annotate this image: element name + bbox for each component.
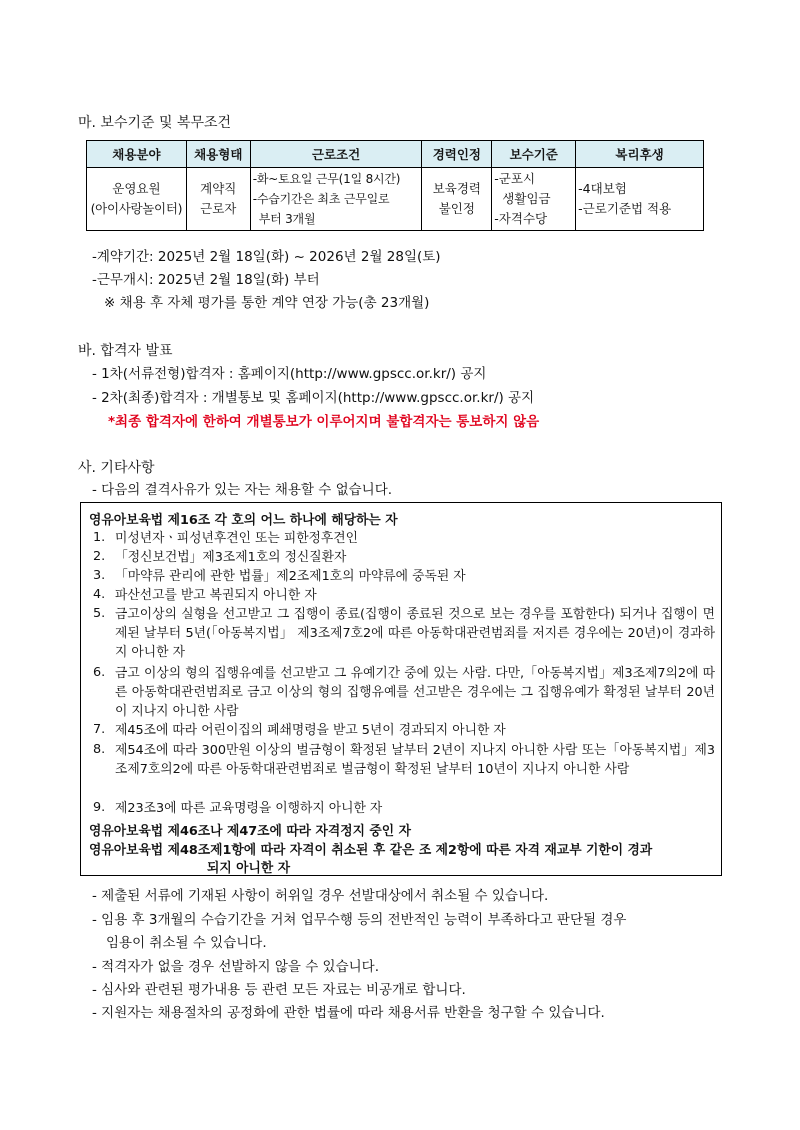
conditions-table: [86, 140, 704, 231]
table-row: [87, 168, 704, 231]
list-item: 제45조에 따라 어린이집의 폐쇄명령을 받고 5년이 경과되지 아니한 자: [115, 723, 506, 738]
cell-welfare: -4대보험 -근로기준법 적용: [576, 168, 704, 231]
note-document-return: - 지원자는 채용절차의 공정화에 관한 법률에 따라 채용서류 반환을 청구할 수 있습니다.: [92, 1005, 605, 1021]
header-field: 채용분야: [87, 141, 187, 168]
box-title: 영유아보육법 제16조 각 호의 어느 하나에 해당하는 자: [89, 513, 398, 528]
header-pay: 보수기준: [492, 141, 576, 168]
notification-warning: *최종 합격자에 한하여 개별통보가 이루어지며 불합격자는 통보하지 않음: [108, 414, 540, 430]
header-type: 채용형태: [186, 141, 250, 168]
header-career: 경력인정: [422, 141, 492, 168]
cell-conditions: -화~토요일 근무(1일 8시간) -수습기간은 최초 근무일로 부터 3개월: [250, 168, 422, 231]
note-probation: - 임용 후 3개월의 수습기간을 거쳐 업무수행 등의 전반적인 능력이 부족하다고 판단될 경우: [92, 912, 627, 928]
cell-type: 계약직 근로자: [186, 168, 250, 231]
cell-pay: -군포시 생활임금 -자격수당: [492, 168, 576, 231]
note-probation-cont: 임용이 취소될 수 있습니다.: [106, 935, 267, 951]
disqualification-intro: - 다음의 결격사유가 있는 자는 채용할 수 없습니다.: [92, 482, 393, 498]
list-item: 미성년자ㆍ피성년후견인 또는 피한정후견인: [115, 531, 359, 546]
suspension-clause: 영유아보육법 제46조나 제47조에 따라 자격정지 중인 자: [89, 824, 411, 839]
list-item: 파산선고를 받고 복권되지 아니한 자: [115, 588, 317, 603]
list-item: 제54조에 따라 300만원 이상의 벌금형이 확정된 날부터 2년이 지나지 아니한 사람 또는「아동복지법」제3조제7호의2에 따른 아동학대관련범죄로 벌금형이 확정된 날부터 10년이 지나지 아니한 사람: [115, 743, 715, 777]
revocation-clause-cont: 되지 아니한 자: [207, 861, 291, 876]
section-title-announcement: 바. 합격자 발표: [78, 343, 173, 359]
header-conditions: 근로조건: [250, 141, 422, 168]
header-welfare: 복리후생: [576, 141, 704, 168]
list-item: 금고이상의 실형을 선고받고 그 집행이 종료(집행이 종료된 것으로 보는 경우를 포함한다) 되거나 집행이 면제된 날부터 5년(「아동복지법」 제3조제7호2에 따른 아동학대관련범죄를 저지른 경우에는 20년)이 경과하지 아니한 자: [115, 607, 715, 660]
contract-note: ※ 채용 후 자체 평가를 통한 계약 연장 가능(총 23개월): [104, 295, 430, 311]
section-title-etc: 사. 기타사항: [78, 460, 155, 476]
note-confidential: - 심사와 관련된 평가내용 등 관련 모든 자료는 비공개로 합니다.: [92, 982, 466, 998]
cell-career: 보육경력 불인정: [422, 168, 492, 231]
list-item: 「마약류 관리에 관한 법률」제2조제1호의 마약류에 중독된 자: [115, 569, 466, 584]
contract-period: -계약기간: 2025년 2월 18일(화) ~ 2026년 2월 28일(토): [92, 249, 441, 265]
disqualification-box: 영유아보육법 제16조 각 호의 어느 하나에 해당하는 자 1. 미성년자ㆍ피성년후견인 또는 피한정후견인 2. 「정신보건법」제3조제1호의 정신질환자 3. 「마약류 관리에 관한 법률」제2조제1호의 마약류에 중독된 자 4. 파산선고를 받고 복권되지 아니한 자 5. 금고이상의 실형을 선고받고 그 집행이 종료(집행이 종료된 것으로 보는 경우를 포함한다) 되거나 집행이 면제된 날부터 5년(「아동복지법」 제3조제7호2에 따른 아동학대관련범죄를 저지른 경우에는 20년)이 경과하지 아니한 자 6. 금고 이상의 형의 집행유예를 선고받고 그 유예기간 중에 있는 사람. 다만,「아동복지법」제3조제7의2에 따른 아동학대관련범죄로 금고 이상의 형의 집행유예를 선고받은 경우에는 그 집행유예가 확정된 날부터 20년이 지나지 아니한 사람 7. 제45조에 따라 어린이집의 폐쇄명령을 받고 5년이 경과되지 아니한 자 8. 제54조에 따라 300만원 이상의 벌금형이 확정된 날부터 2년이 지나지 아니한 사람 또는「아동복지법」제3조제7호의2에 따른 아동학대관련범죄로 벌금형이 확정된 날부터 10년이 지나지 아니한 사람 9. 제23조3에 따른 교육명령을 이행하지 아니한 자 영유아보육법 제46조나 제47조에 따라 자격정지 중인 자 영유아보육법 제48조제1항에 따라 자격이 취소된 후 같은 조 제2항에 따른 자격 재교부 기한이 경과 되지 아니한 자: [80, 502, 722, 876]
section-title-pay: 마. 보수기준 및 복무조건: [78, 115, 232, 131]
revocation-clause: 영유아보육법 제48조제1항에 따라 자격이 취소된 후 같은 조 제2항에 따른 자격 재교부 기한이 경과: [89, 843, 653, 858]
first-pass-announcement: - 1차(서류전형)합격자 : 홈페이지(http://www.gpscc.or.kr/) 공지: [92, 366, 487, 382]
table-header-row: [87, 141, 704, 168]
note-false-documents: - 제출된 서류에 기재된 사항이 허위일 경우 선발대상에서 취소될 수 있습니다.: [92, 888, 549, 904]
cell-field: 운영요원 (아이사랑놀이터): [87, 168, 187, 231]
list-item: 「정신보건법」제3조제1호의 정신질환자: [115, 550, 347, 565]
work-start: -근무개시: 2025년 2월 18일(화) 부터: [92, 272, 320, 288]
final-pass-announcement: - 2차(최종)합격자 : 개별통보 및 홈페이지(http://www.gpscc.or.kr/) 공지: [92, 390, 535, 406]
list-item: 금고 이상의 형의 집행유예를 선고받고 그 유예기간 중에 있는 사람. 다만,「아동복지법」제3조제7의2에 따른 아동학대관련범죄로 금고 이상의 형의 집행유예를 선고받은 경우에는 그 집행유예가 확정된 날부터 20년이 지나지 아니한 사람: [115, 666, 715, 719]
note-no-candidate: - 적격자가 없을 경우 선발하지 않을 수 있습니다.: [92, 959, 379, 975]
list-item: 제23조3에 따른 교육명령을 이행하지 아니한 자: [115, 801, 383, 816]
